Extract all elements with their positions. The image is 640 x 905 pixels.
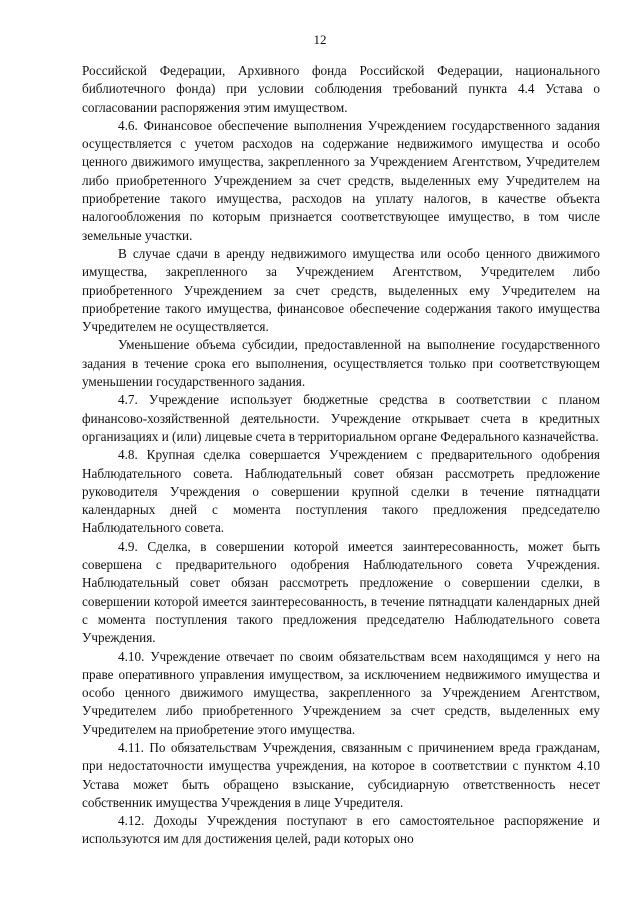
paragraph-lease-case: В случае сдачи в аренду недвижимого имущества или особо ценного движимого имущества, закрепленного за Учреждением Агентством, Учредителем либо приобретенного Учреждением за счет средств, выделенных ему Учредителем на приобретение такого имущества, финансовое обеспечение содержания такого имущества Учредителем не осуществляется. <box>82 245 600 335</box>
page-number: 12 <box>313 32 327 47</box>
paragraph-4-8: 4.8. Крупная сделка совершается Учреждением с предварительного одобрения Наблюдательного совета. Наблюдательный совет обязан рассмотреть предложение руководителя Учреждения о совершении крупной сделки в течение пятнадцати календарных дней с момента поступления такого предложения председателю Наблюдательного совета. <box>82 447 600 536</box>
paragraph-4-9: 4.9. Сделка, в совершении которой имеется заинтересованность, может быть совершена с предварительного одобрения Наблюдательного совета Учреждения. Наблюдательный совет обязан рассмотреть предложение о совершении сделки, в совершении которой имеется заинтересованность, в течение пятнадцати календарных дней с момента поступления такого предложения председателю Наблюдательного совета Учреждения. <box>82 538 600 646</box>
paragraph-4-11: 4.11. По обязательствам Учреждения, связанным с причинением вреда гражданам, при недостаточности имущества учреждения, на которое в соответствии с пунктом 4.10 Устава может быть обращено взыскание, субсидиарную ответственность несет собственник имущества Учреждения в лице Учредителя. <box>82 739 600 810</box>
document-body <box>82 62 600 849</box>
paragraph-continuation: Российской Федерации, Архивного фонда Российской Федерации, национального библиотечного фонда) при условии соблюдения требований пункта 4.4 Устава о согласовании распоряжения этим имуществом. <box>82 63 600 115</box>
paragraph-4-12: 4.12. Доходы Учреждения поступают в его самостоятельное распоряжение и используются им для достижения целей, ради которых оно <box>82 813 600 847</box>
paragraph-4-7: 4.7. Учреждение использует бюджетные средства в соответствии с планом финансово-хозяйственной деятельности. Учреждение открывает счета в кредитных организациях и (или) лицевые счета в территориальном органе Федерального казначейства. <box>82 392 600 444</box>
paragraph-4-10: 4.10. Учреждение отвечает по своим обязательствам всем находящимся у него на праве оперативного управления имуществом, за исключением недвижимого имущества и особо ценного движимого имущества, закрепленного за Учреждением Агентством, Учредителем либо приобретенного Учреждением за счет средств, выделенных ему Учредителем на приобретение этого имущества. <box>82 648 600 737</box>
paragraph-subsidy-reduction: Уменьшение объема субсидии, предоставленной на выполнение государственного задания в течение срока его выполнения, осуществляется только при соответствующем уменьшении государственного задания. <box>82 337 600 390</box>
paragraph-4-6: 4.6. Финансовое обеспечение выполнения Учреждением государственного задания осуществляется с учетом расходов на содержание недвижимого имущества и особо ценного движимого имущества, закрепленного за Учреждением Агентством, Учредителем либо приобретенного Учреждением за счет средств, выделенных ему Учредителем на приобретение такого имущества, расходов на уплату налогов, в качестве объекта налогообложения по которым признается соответствующее имущество, в том числе земельные участки. <box>82 117 600 243</box>
